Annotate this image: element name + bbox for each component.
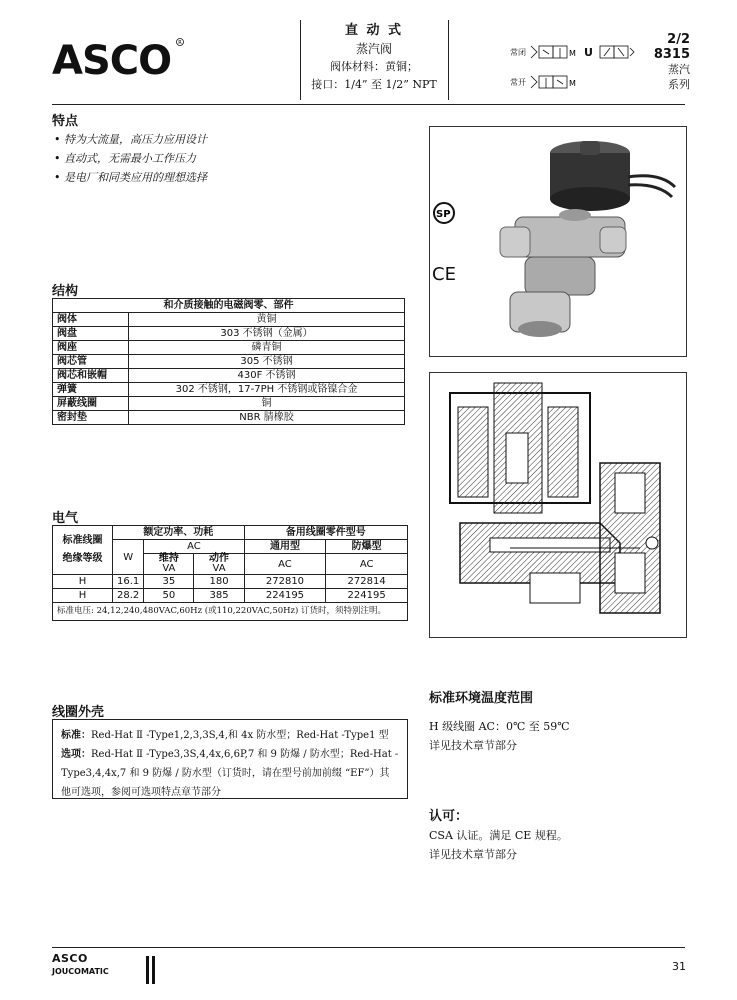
enclosure-option-text: Red-Hat Ⅱ -Type3,3S,4,4x,6,6P,7 和 9 防爆 / 防水型；Red-Hat -Type3,4,4x,7 和 9 防爆 / 防水型（订货时，请在型号前加前缀 “EF”）其他可选项，参阅可选项特点章节部分 xyxy=(61,749,399,798)
header-medium: 蒸汽 xyxy=(668,63,690,76)
svg-text:SP: SP xyxy=(436,209,451,220)
table-row: 屏蔽线圈 铜 xyxy=(53,397,405,411)
table-row: 阀体 黄铜 xyxy=(53,313,405,327)
materials-table-title: 和介质接触的电磁阀零、部件 xyxy=(53,299,405,313)
header-title-block xyxy=(300,22,448,94)
table-row: 阀芯管 305 不锈钢 xyxy=(53,355,405,369)
enclosure-standard-label: 标准： xyxy=(61,730,91,741)
table-row: 密封垫 NBR 腈橡胶 xyxy=(53,411,405,425)
header-way: 2/2 xyxy=(667,32,690,47)
ambient-range: H 级线圈 AC：0℃ 至 59℃ xyxy=(429,720,570,733)
structure-title: 结构 xyxy=(52,284,79,299)
header-product: 蒸汽阀 xyxy=(355,42,392,56)
table-row: 阀芯和嵌帽 430F 不锈钢 xyxy=(53,369,405,383)
enclosure-standard-text: Red-Hat Ⅱ -Type1,2,3,3S,4,和 4x 防水型；Red-Hat -Type1 型 xyxy=(91,730,389,741)
symbol-u-label: U xyxy=(584,45,593,59)
approvals-block xyxy=(429,826,568,864)
symbol-normally-open: 常开 M xyxy=(510,72,579,92)
approvals-title: 认可： xyxy=(429,809,469,824)
svg-text:CE: CE xyxy=(432,264,456,285)
table-row: 弹簧 302 不锈钢，17-7PH 不锈钢或铬镍合金 xyxy=(53,383,405,397)
ambient-title: 标准环境温度范围 xyxy=(429,691,534,706)
electrical-title: 电气 xyxy=(52,511,79,526)
materials-table xyxy=(52,298,405,425)
valve-cross-section xyxy=(429,372,687,638)
feature-item: • 是电厂和同类应用的理想选择 xyxy=(54,171,207,184)
svg-text:M: M xyxy=(569,79,576,88)
svg-text:M: M xyxy=(569,49,576,58)
footer-divider xyxy=(52,947,685,948)
header-series-label: 系列 xyxy=(668,78,690,91)
table-row: H 16.1 35 180 272810 272814 xyxy=(53,575,408,589)
voltage-note: 标准电压: 24,12,240,480VAC,60Hz (或110,220VAC,50Hz) 订货时，须特别注明。 xyxy=(53,603,408,621)
valve-photo xyxy=(429,126,687,357)
footer-brand-top: ASCO xyxy=(52,952,88,965)
enclosure-title: 线圈外壳 xyxy=(52,705,105,720)
footer-brand-bottom: JOUCOMATIC xyxy=(52,967,109,976)
enclosure-box xyxy=(52,719,408,799)
footer-logo xyxy=(52,952,162,986)
asco-logo xyxy=(52,36,184,82)
enclosure-option-label: 选项： xyxy=(61,749,91,760)
header-divider xyxy=(52,104,685,105)
approvals-text: CSA 认证。满足 CE 规程。 xyxy=(429,829,568,842)
header-type: 直 动 式 xyxy=(344,23,404,38)
valve-symbol-no-icon xyxy=(529,72,579,92)
symbol-normally-closed: 常闭 M U xyxy=(510,42,640,62)
header-series-number: 8315 xyxy=(653,47,690,62)
feature-item: • 直动式，无需最小工作压力 xyxy=(54,152,196,165)
table-row xyxy=(53,603,408,621)
valve-symbol-u-icon xyxy=(596,42,640,62)
svg-text:R: R xyxy=(178,40,182,46)
ambient-block xyxy=(429,717,570,755)
table-row: H 28.2 50 385 224195 224195 xyxy=(53,589,408,603)
valve-symbol-nc-icon xyxy=(529,42,579,62)
feature-item: • 特为大流量，高压力应用设计 xyxy=(54,133,207,146)
features-list xyxy=(54,130,207,187)
ambient-note: 详见技术章节部分 xyxy=(429,739,517,752)
electrical-table: 标准线圈 绝缘等级 额定功率、功耗 备用线圈零件型号 W AC 通用型 防爆型 维持 VA 动作 VA AC AC H 16.1 35 180 272810 272814 H 28.2 50 385 224195 224195 标准电压: 24,12,240,480VAC,60Hz (或110,220VAC,50Hz) 订货时，须特别注明。 xyxy=(52,525,408,621)
table-row: 阀盘 303 不锈钢（金属） xyxy=(53,327,405,341)
approvals-note: 详见技术章节部分 xyxy=(429,848,517,861)
ce-mark-icon xyxy=(432,264,456,285)
table-row: 阀座 磷青铜 xyxy=(53,341,405,355)
header-port: 接口：1/4” 至 1/2” NPT xyxy=(311,78,437,91)
header-series-block xyxy=(640,32,690,92)
csa-mark-icon xyxy=(434,203,454,223)
page-number: 31 xyxy=(672,960,686,973)
features-title: 特点 xyxy=(52,114,79,129)
asco-logo-text: ASCO xyxy=(52,38,172,82)
header-material: 阀体材料：黄铜； xyxy=(330,60,418,73)
